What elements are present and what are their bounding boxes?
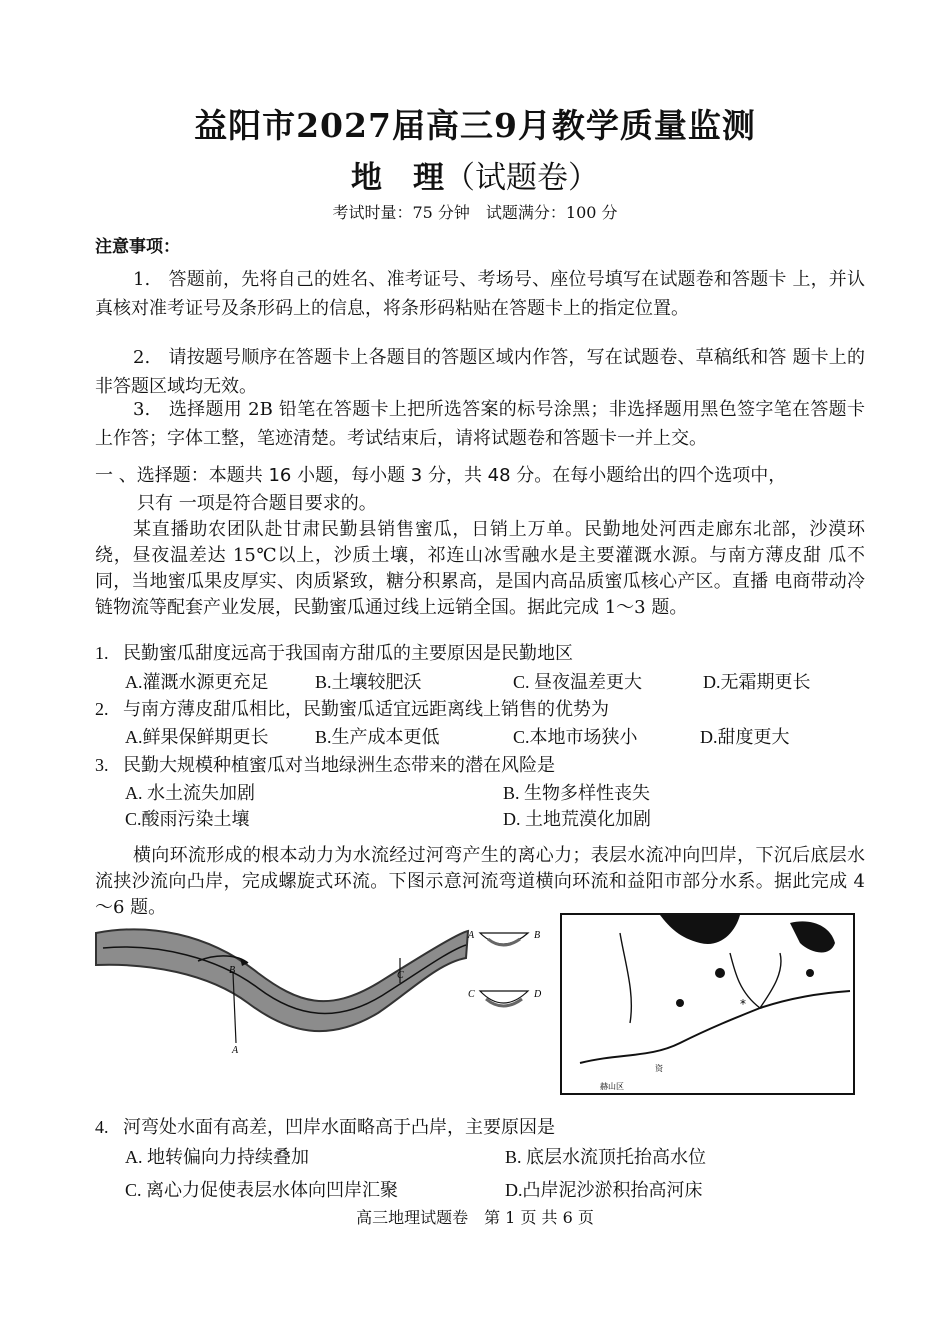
notice-item-1: 1. 答题前，先将自己的姓名、准考证号、考场号、座位号填写在试题卷和答题卡 上，并认真核对准考证号及条形码上的信息，将条形码粘贴在答题卡上的指定位置。 [95,269,865,319]
option-c[interactable]: C. 离心力促使表层水体向凹岸汇聚 [125,1180,399,1200]
option-b[interactable]: B.土壤较肥沃 [315,672,422,692]
question-1 [95,640,865,666]
notice-heading: 注意事项： [95,237,180,257]
map-district-label: 赫山区 [600,1082,624,1091]
option-d[interactable]: D. 土地荒漠化加剧 [503,809,651,829]
question-2 [95,696,865,722]
option-a[interactable]: A.鲜果保鲜期更长 [125,727,269,747]
subject-paren: （试题卷） [444,160,599,196]
question-number: 2. [95,699,109,719]
option-a[interactable]: A. 地转偏向力持续叠加 [125,1147,309,1167]
river-channel [96,929,468,1031]
label-a: A [232,1045,239,1056]
question-stem: 民勤大规模种植蜜瓜对当地绿洲生态带来的潜在风险是 [123,755,555,775]
question-stem: 民勤蜜瓜甜度远高于我国南方甜瓜的主要原因是民勤地区 [123,643,573,663]
option-d[interactable]: D.甜度更大 [700,727,790,747]
water-system-map [560,913,855,1095]
label-c: C [397,970,404,981]
map-star-icon: * [740,997,746,1011]
passage-2: 横向环流形成的根本动力为水流经过河弯产生的离心力；表层水流冲向凹岸，下沉后底层水流挟沙流向凸岸，完成螺旋式环流。下图示意河流弯道横向环流和益阳市部分水系。据此完成 4～6 题。 [95,845,865,918]
question-number: 4. [95,1117,109,1137]
page-footer: 高三地理试题卷 第 1 页 共 6 页 [356,1208,594,1227]
option-b[interactable]: B.生产成本更低 [315,727,440,747]
passage-1: 某直播助农团队赴甘肃民勤县销售蜜瓜，日销上万单。民勤地处河西走廊东北部，沙漠环绕，昼夜温差达 15℃以上，沙质土壤，祁连山冰雪融水是主要灌溉水源。与南方薄皮甜 瓜不同，当地蜜瓜果皮厚实、肉质紧致，糖分积累高，是国内高品质蜜瓜核心产区。直播 电商带动冷链物流等配套产业发展，民勤蜜瓜通过线上远销全国。据此完成 1～3 题。 [95,519,865,618]
option-a[interactable]: A.灌溉水源更充足 [125,672,269,692]
question-number: 1. [95,643,109,663]
label-b: B [229,965,236,976]
option-c[interactable]: C.本地市场狭小 [513,727,638,747]
notice-item-2: 2. 请按题号顺序在答题卡上各题目的答题区域内作答，写在试题卷、草稿纸和答 题卡上的非答题区域均无效。 [95,347,865,397]
lake-dot [715,968,725,978]
section-heading-line2: 只有 一项是符合题目要求的。 [137,493,377,514]
option-a[interactable]: A. 水土流失加剧 [125,783,255,803]
subject-name: 地 理 [351,160,444,196]
option-c[interactable]: C.酸雨污染土壤 [125,809,250,829]
label-cs-a: A [468,930,475,941]
cross-section-ab [480,933,528,944]
question-stem: 与南方薄皮甜瓜相比，民勤蜜瓜适宜远距离线上销售的优势为 [123,699,609,719]
option-b[interactable]: B. 生物多样性丧失 [503,783,651,803]
exam-title: 益阳市2027届高三9月教学质量监测 [194,106,756,145]
option-c[interactable]: C. 昼夜温差更大 [513,672,643,692]
subject-title [0,152,950,197]
notice-item-3: 3. 选择题用 2B 铅笔在答题卡上把所选答案的标号涂黑；非选择题用黑色签字笔在答题卡上作答；字体工整，笔迹清楚。考试结束后，请将试题卷和答题卡一并上交。 [95,399,865,449]
lake-dot [806,969,814,977]
section-heading [95,462,875,518]
map-city-label: 资 [655,1064,663,1073]
option-d[interactable]: D.无霜期更长 [703,672,811,692]
question-number: 3. [95,755,109,775]
exam-info: 考试时量：75 分钟 试题满分：100 分 [332,203,618,222]
label-cs-b: B [534,930,541,941]
label-cs-c: C [468,989,475,1000]
question-stem: 河弯处水面有高差，凹岸水面略高于凸岸，主要原因是 [123,1117,555,1137]
lake-dot [676,999,684,1007]
question-3 [95,752,865,778]
label-cs-d: D [534,989,542,1000]
option-d[interactable]: D.凸岸泥沙淤积抬高河床 [505,1180,703,1200]
option-b[interactable]: B. 底层水流顶托抬高水位 [505,1147,707,1167]
section-heading-line1: 一 、选择题：本题共 16 小题，每小题 3 分，共 48 分。在每小题给出的四个选项中， [95,465,787,486]
question-4 [95,1114,865,1140]
river-bend-figure [88,903,558,1093]
